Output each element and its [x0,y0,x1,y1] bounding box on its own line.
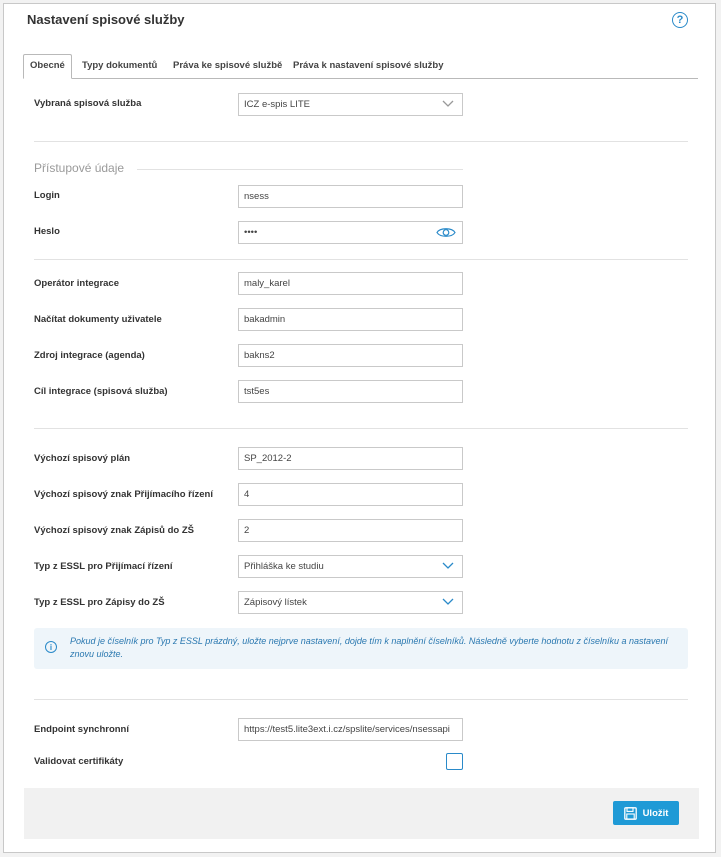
znak-prijimaci-input[interactable]: 4 [238,483,463,506]
info-text: Pokud je číselník pro Typ z ESSL prázdný, uložte nejprve nastavení, dojde tím k naplnění číselníků. Následně vyberte hodnotu z číselníku a nastavení znovu uložte. [70,636,669,659]
typ-zapis-label: Typ z ESSL pro Zápisy do ZŠ [34,597,165,608]
endpoint-input[interactable]: https://test5.lite3ext.i.cz/spslite/services/nsessapi [238,718,463,741]
divider [34,428,688,429]
operator-input[interactable]: maly_karel [238,272,463,295]
password-value: •••• [244,227,258,238]
password-input[interactable] [238,221,463,244]
typ-prijimaci-value: Přihláška ke studiu [244,561,324,572]
chevron-down-icon [442,562,454,570]
endpoint-label: Endpoint synchronní [34,724,129,735]
target-label: Cíl integrace (spisová služba) [34,386,168,397]
operator-label: Operátor integrace [34,278,119,289]
question-circle-icon[interactable] [672,12,688,28]
help-glyph: ? [676,14,684,26]
login-input[interactable]: nsess [238,185,463,208]
info-glyph: i [49,642,53,652]
znak-zapis-input[interactable]: 2 [238,519,463,542]
typ-prijimaci-label: Typ z ESSL pro Přijímací řízení [34,561,173,572]
save-button[interactable] [613,801,679,825]
divider [34,141,688,142]
typ-zapis-select[interactable] [238,591,463,614]
tab-typy-dokumentu[interactable]: Typy dokumentů [82,60,158,71]
source-input[interactable]: bakns2 [238,344,463,367]
chevron-down-icon [442,598,454,606]
footer-bar [24,788,699,839]
save-label: Uložit [642,807,669,819]
validate-checkbox[interactable] [446,753,463,770]
divider [34,699,688,700]
info-circle-icon [45,641,57,653]
tab-bar [23,54,698,79]
plan-label: Výchozí spisový plán [34,453,131,464]
znak-zapis-label: Výchozí spisový znak Zápisů do ZŠ [34,525,194,536]
source-label: Zdroj integrace (agenda) [34,350,145,361]
eye-icon[interactable] [436,226,456,239]
legend-line [137,169,463,170]
validate-label: Validovat certifikáty [34,756,124,767]
typ-zapis-value: Zápisový lístek [244,597,307,608]
spisova-sluzba-select[interactable] [238,93,463,116]
typ-prijimaci-select[interactable] [238,555,463,578]
znak-prijimaci-label: Výchozí spisový znak Přijímacího řízení [34,489,213,500]
user-docs-label: Načítat dokumenty uživatele [34,314,162,325]
target-input[interactable]: tst5es [238,380,463,403]
tab-obecne[interactable]: Obecné [23,54,72,79]
tab-prava-k-nastaveni[interactable]: Práva k nastavení spisové služby [293,60,444,71]
page-title: Nastavení spisové služby [27,12,185,27]
floppy-disk-icon [624,807,637,820]
info-box [34,628,688,669]
divider [34,259,688,260]
plan-input[interactable]: SP_2012-2 [238,447,463,470]
spisova-sluzba-label: Vybraná spisová služba [34,98,142,109]
tab-prava-ke-spisove-sluzbe[interactable]: Práva ke spisové službě [173,60,283,71]
chevron-down-icon [442,100,454,108]
user-docs-input[interactable]: bakadmin [238,308,463,331]
access-legend: Přístupové údaje [34,161,125,175]
spisova-sluzba-value: ICZ e-spis LITE [244,99,310,110]
login-label: Login [34,190,60,201]
password-label: Heslo [34,226,60,237]
